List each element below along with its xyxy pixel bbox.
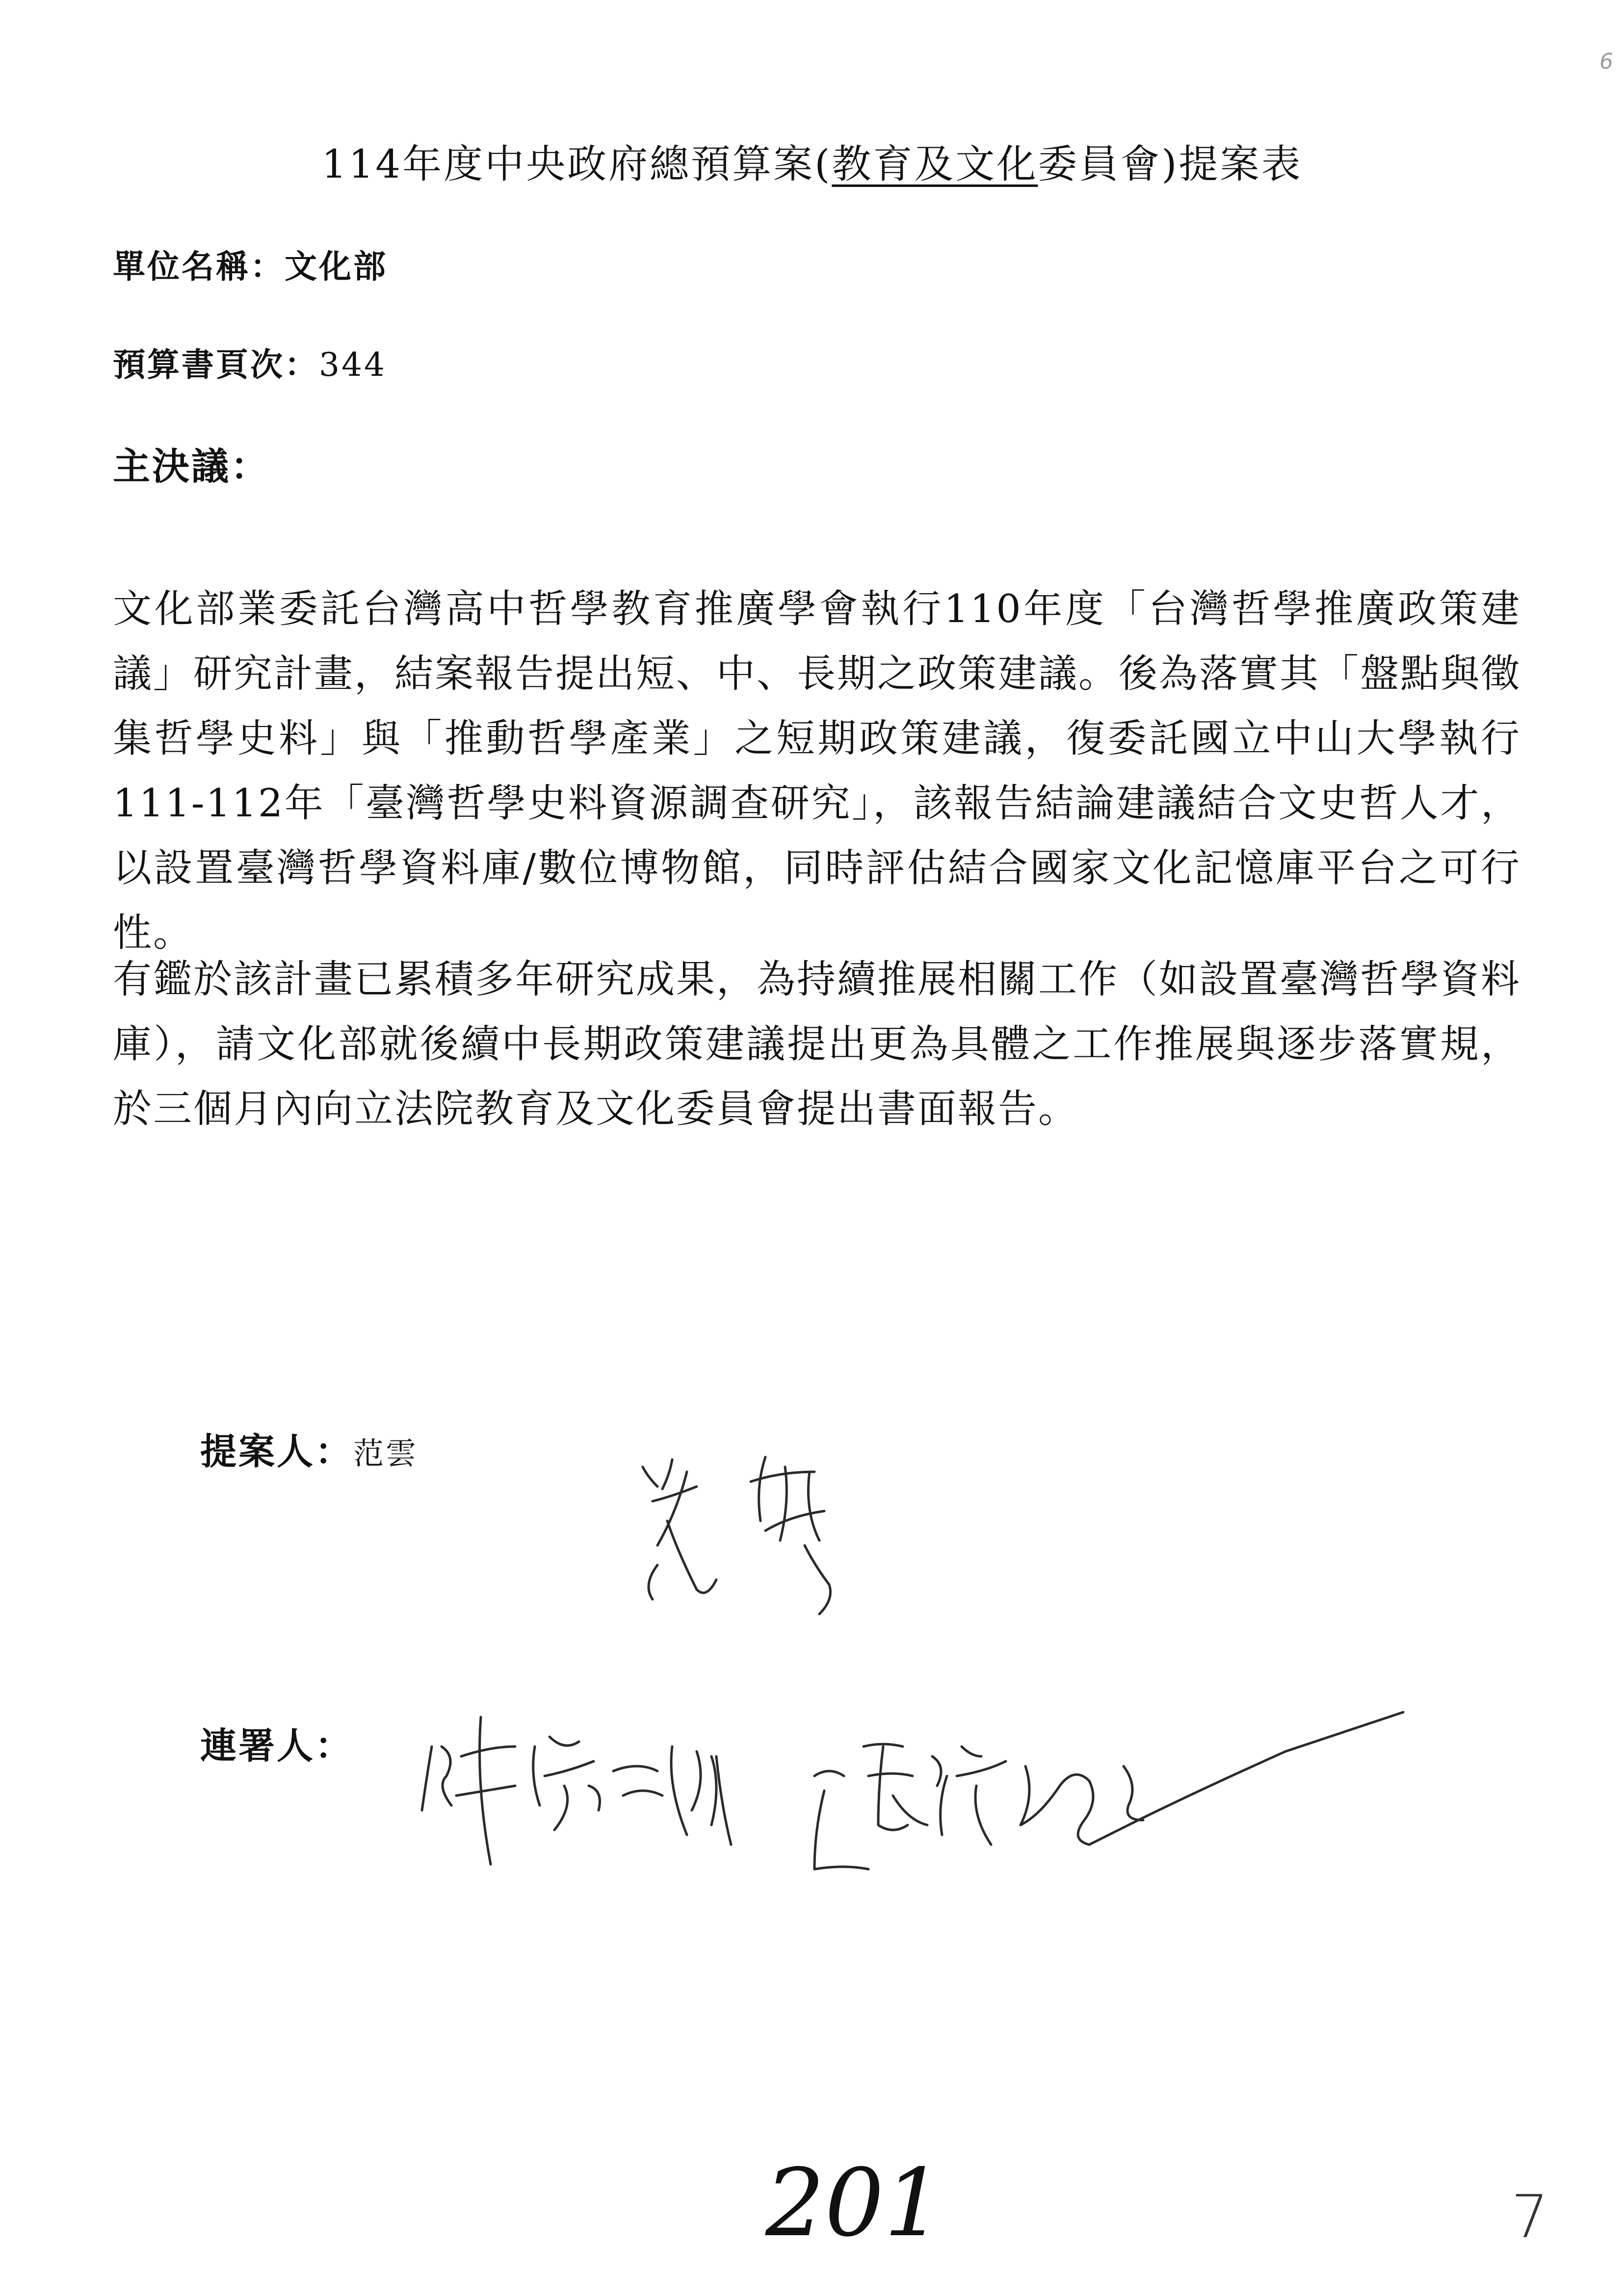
proposer-name: 范雲 — [353, 1435, 419, 1471]
title-suffix: 委員會)提案表 — [1038, 141, 1303, 187]
handwritten-page-number: 201 — [765, 2149, 943, 2257]
corner-mark: 6 — [1599, 49, 1613, 74]
resolution-paragraph-2: 有鑑於該計畫已累積多年研究成果，為持續推展相關工作（如設置臺灣哲學資料庫），請文化部就後續中長期政策建議提出更為具體之工作推展與逐步落實規，於三個月內向立法院教育及文化委員會提出書面報告。 — [113, 957, 1521, 1131]
title-committee-underlined: 教育及文化 — [832, 141, 1038, 187]
unit-name-label: 單位名稱： — [113, 248, 285, 286]
budget-page-value: 344 — [319, 346, 387, 384]
unit-name-value: 文化部 — [285, 248, 388, 286]
corner-page-number: 7 — [1511, 2183, 1549, 2251]
budget-page-label: 預算書頁次： — [113, 346, 319, 384]
proposer-label: 提案人： — [200, 1431, 353, 1473]
title-prefix: 114年度中央政府總預算案( — [321, 141, 832, 187]
proposer-signature — [643, 1457, 831, 1614]
resolution-paragraph-1: 文化部業委託台灣高中哲學教育推廣學會執行110年度「台灣哲學推廣政策建議」研究計畫，結案報告提出短、中、長期之政策建議。後為落實其「盤點與徵集哲學史料」與「推動哲學產業」之短期政策建議，復委託國立中山大學執行111-112年「臺灣哲學史料資源調查研究」，該報告結論建議結合文史哲人才，以設置臺灣哲學資料庫/數位博物館，同時評估結合國家文化記憶庫平台之可行性。 — [113, 586, 1521, 955]
cosigner-signature-2 — [814, 1712, 1403, 1869]
main-resolution-label: 主決議： — [113, 444, 270, 488]
cosigners-label: 連署人： — [200, 1725, 353, 1767]
cosigner-signature-1 — [422, 1717, 731, 1864]
